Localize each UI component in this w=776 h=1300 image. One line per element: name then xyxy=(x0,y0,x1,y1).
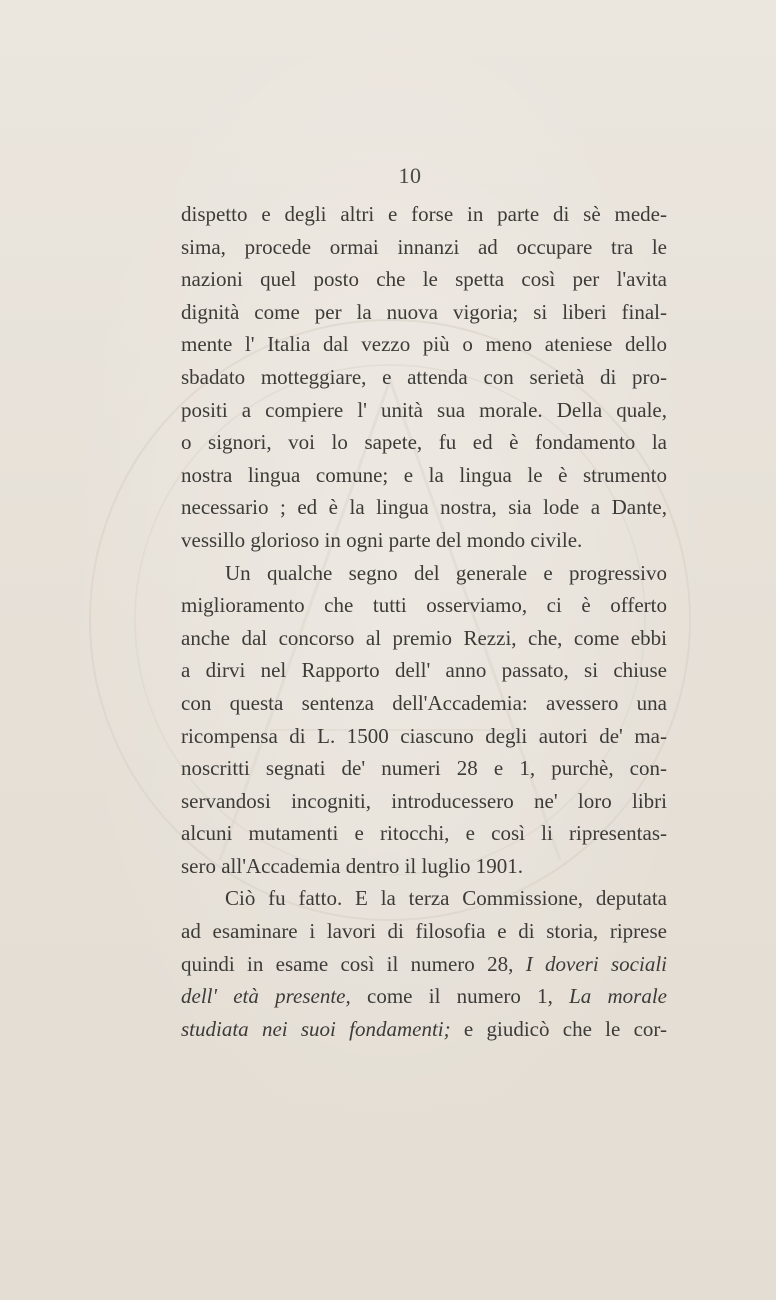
body-text xyxy=(181,198,667,1045)
text-line: con questa sentenza dell'Accademia: avessero una xyxy=(181,690,667,715)
text-line: anche dal concorso al premio Rezzi, che, come ebbi xyxy=(181,625,667,650)
text-line: alcuni mutamenti e ritocchi, e così li ripresentas- xyxy=(181,821,667,846)
book-title-italic: studiata nei suoi fondamenti; xyxy=(181,1016,451,1041)
book-title-italic: I doveri sociali xyxy=(525,951,667,976)
text-line: servandosi incogniti, introducessero ne' loro libri xyxy=(181,788,667,813)
paragraph-start-line: Ciò fu fatto. E la terza Commissione, deputata xyxy=(225,886,667,911)
text-line: positi a compiere l' unità sua morale. Della quale, xyxy=(181,397,667,422)
text-line: sbadato motteggiare, e attenda con serietà di pro- xyxy=(181,364,667,389)
text-line: noscritti segnati de' numeri 28 e 1, purchè, con- xyxy=(181,756,667,781)
text-line-with-title xyxy=(181,1013,667,1046)
line-text-segment: e giudicò che le cor- xyxy=(450,1016,667,1041)
text-line-with-title xyxy=(181,980,667,1013)
text-line: mente l' Italia dal vezzo più o meno ateniese dello xyxy=(181,332,667,357)
paragraph-start-line: Un qualche segno del generale e progressivo xyxy=(225,560,667,585)
book-title-italic: dell' età presente, xyxy=(181,984,351,1009)
line-text-segment: quindi in esame così il numero 28, xyxy=(181,951,526,976)
text-line: nostra lingua comune; e la lingua le è strumento xyxy=(181,462,667,487)
text-line: ad esaminare i lavori di filosofia e di storia, riprese xyxy=(181,919,667,944)
page-number: 10 xyxy=(398,163,422,188)
text-line-with-title xyxy=(181,948,667,981)
text-line: dignità come per la nuova vigoria; si liberi final- xyxy=(181,299,667,324)
paragraph-end-line: vessillo glorioso in ogni parte del mondo civile. xyxy=(181,527,583,552)
text-line: a dirvi nel Rapporto dell' anno passato, si chiuse xyxy=(181,658,667,683)
text-line: necessario ; ed è la lingua nostra, sia lode a Dante, xyxy=(181,495,667,520)
text-line: nazioni quel posto che le spetta così per l'avita xyxy=(181,267,667,292)
text-line: sima, procede ormai innanzi ad occupare tra le xyxy=(181,234,667,259)
text-line: miglioramento che tutti osserviamo, ci è offerto xyxy=(181,593,667,618)
text-line: dispetto e degli altri e forse in parte di sè mede- xyxy=(181,202,667,226)
text-line: o signori, voi lo sapete, fu ed è fondamento la xyxy=(181,430,667,455)
book-title-italic: La morale xyxy=(569,984,667,1009)
text-line: ricompensa di L. 1500 ciascuno degli autori de' ma- xyxy=(181,723,667,748)
line-text-segment: come il numero 1, xyxy=(350,984,570,1009)
paragraph-end-line: sero all'Accademia dentro il luglio 1901. xyxy=(181,853,524,878)
